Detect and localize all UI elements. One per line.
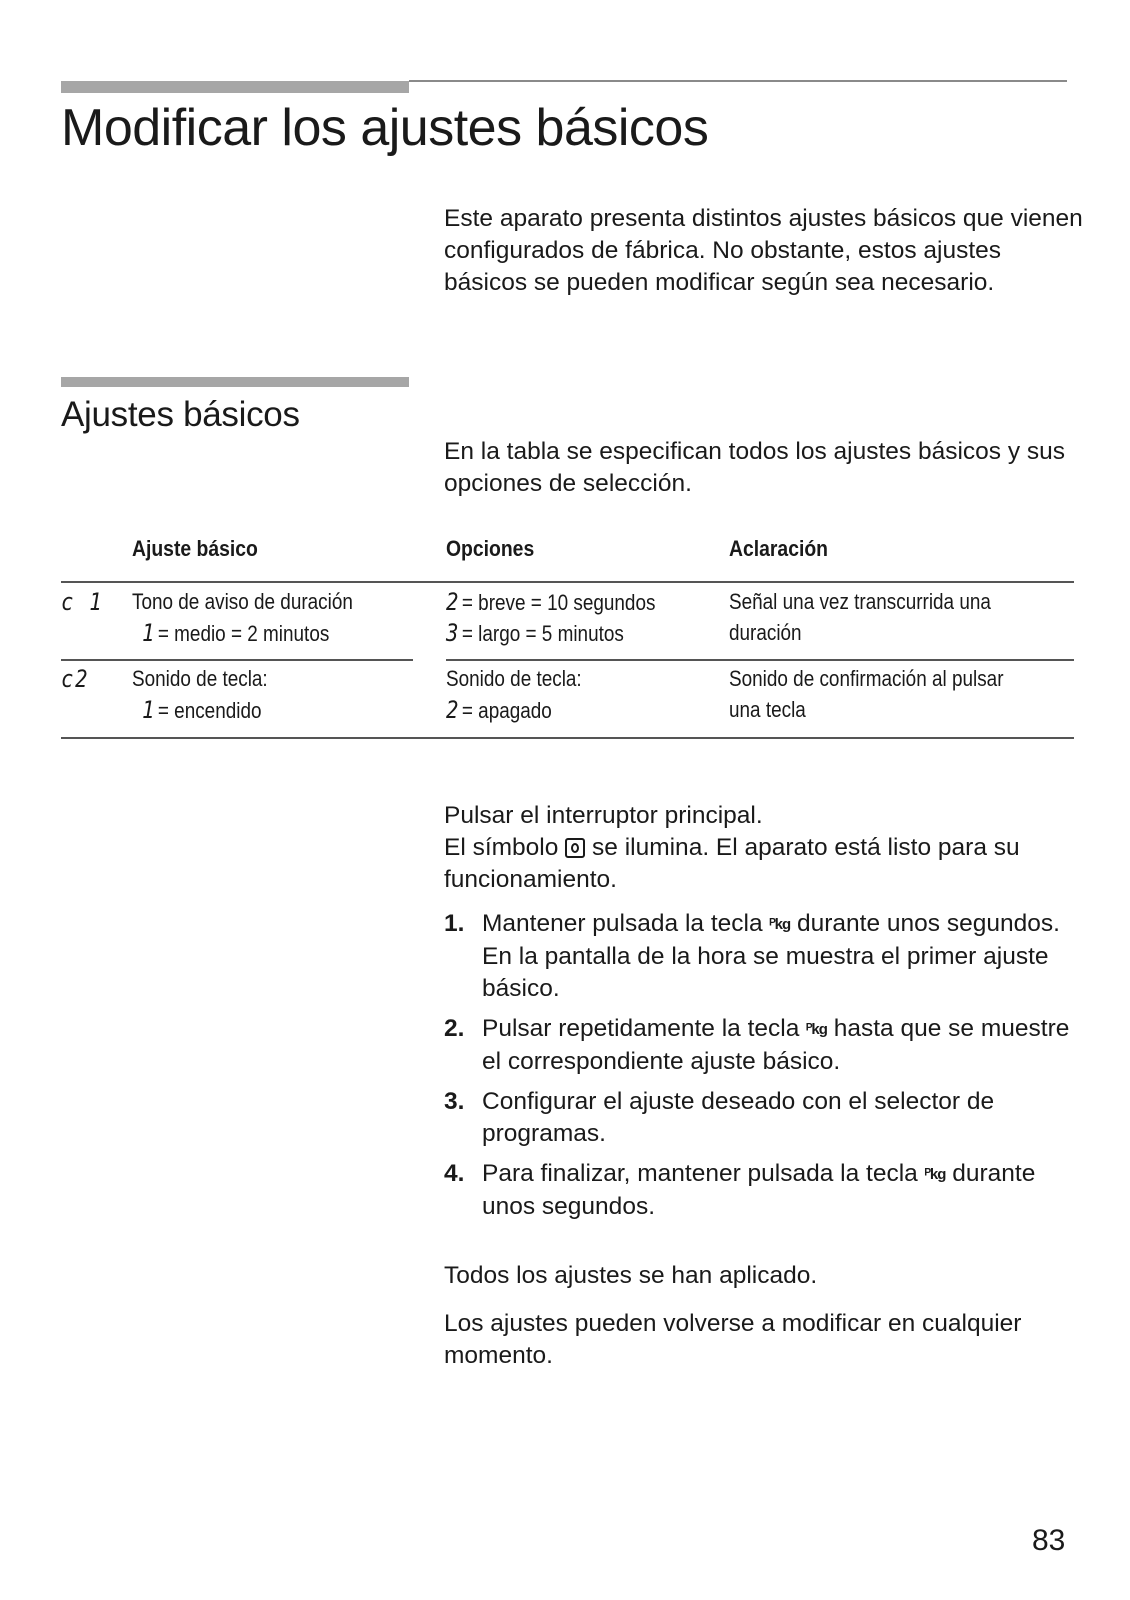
setting-code-c1: c 1: [61, 588, 104, 616]
note-text: Los ajustes pueden volverse a modificar en cualquier momento.: [444, 1310, 1022, 1369]
row2-setting-desc: = encendido: [157, 698, 262, 723]
step-number: 2.: [444, 1015, 465, 1042]
table-bottom-rule: [61, 737, 1074, 739]
step-text: durante unos segundos.: [482, 1160, 1036, 1220]
section-intro-paragraph: [444, 436, 1084, 500]
step-item: [444, 1158, 1084, 1223]
step-item: [444, 1013, 1084, 1078]
intro-paragraph: [444, 203, 1084, 299]
row1-explanation-line1: Señal una vez transcurrida una: [729, 589, 991, 614]
note-paragraph: [444, 1308, 1084, 1372]
power-text-2: [444, 832, 1084, 896]
power-text-1: Pulsar el interruptor principal.: [444, 802, 763, 829]
section-rule: [61, 377, 409, 387]
step-number: 3.: [444, 1088, 465, 1115]
title-rule-thin: [409, 80, 1067, 82]
row1-setting-value: 1: [142, 619, 155, 647]
step-text: Para finalizar, mantener pulsada la tecla: [482, 1160, 918, 1187]
steps-list: [444, 908, 1084, 1231]
step-text: hasta que se muestre el correspondiente ajuste básico.: [482, 1015, 1070, 1075]
section-title: Ajustes básicos: [61, 395, 300, 434]
step-number: 4.: [444, 1160, 465, 1187]
row1-setting-line2: [142, 617, 329, 650]
row1-option1-value: 2: [446, 588, 459, 616]
weight-key-icon: ᴾkg: [769, 916, 791, 933]
row1-setting-desc: = medio = 2 minutos: [157, 621, 330, 646]
section-intro-text: En la tabla se especifican todos los ajustes básicos y sus opciones de selección.: [444, 438, 1066, 497]
step-text: Configurar el ajuste deseado con el selector de programas.: [482, 1088, 995, 1147]
row1-option1-desc: = breve = 10 segundos: [461, 590, 656, 615]
row2-option1: Sonido de tecla:: [446, 666, 582, 691]
intro-text: Este aparato presenta distintos ajustes básicos que vienen configurados de fábrica. No obstante, estos ajustes básicos se pueden modificar según sea necesario.: [444, 205, 1083, 296]
step-text: durante unos segundos.: [797, 910, 1060, 937]
row2-setting-line1: Sonido de tecla:: [132, 666, 268, 691]
row2-option2-desc: = apagado: [461, 698, 552, 723]
power-text-2a: El símbolo: [444, 834, 559, 861]
weight-key-icon: ᴾkg: [806, 1021, 827, 1038]
row2-option2: [446, 694, 552, 727]
header-setting: Ajuste básico: [132, 536, 258, 561]
setting-code-c2: c2: [61, 665, 90, 693]
row1-option2-value: 3: [446, 619, 459, 647]
step-text: Mantener pulsada la tecla: [482, 910, 763, 937]
row2-option2-value: 2: [446, 696, 459, 724]
power-text-2b: se ilumina. El aparato está listo para su funcionamiento.: [444, 834, 1020, 893]
step-text: Pulsar repetidamente la tecla: [482, 1015, 800, 1042]
row2-setting-line2: [142, 694, 261, 727]
row1-setting-line1: Tono de aviso de duración: [132, 589, 353, 614]
row2-setting-value: 1: [142, 696, 155, 724]
row2-explanation-line1: Sonido de confirmación al pulsar: [729, 666, 1004, 691]
step-item: [444, 1086, 1084, 1150]
step-result-text: En la pantalla de la hora se muestra el primer ajuste básico.: [482, 943, 1049, 1002]
row1-divider-left: [61, 659, 413, 661]
row2-explanation-line2: una tecla: [729, 697, 806, 722]
header-explanation: Aclaración: [729, 536, 828, 561]
header-options: Opciones: [446, 536, 535, 561]
row1-explanation-line2: duración: [729, 620, 802, 645]
step-number: 1.: [444, 910, 465, 937]
page-title: Modificar los ajustes básicos: [61, 99, 709, 157]
done-paragraph: [444, 1260, 1084, 1292]
done-text: Todos los ajustes se han aplicado.: [444, 1262, 818, 1289]
page-number: 83: [1032, 1524, 1066, 1557]
row1-option2: [446, 617, 624, 650]
power-symbol-icon: [565, 838, 585, 858]
row1-divider-right: [446, 659, 1074, 661]
title-rule-thick: [61, 81, 409, 93]
row1-option2-desc: = largo = 5 minutos: [461, 621, 624, 646]
weight-key-icon: ᴾkg: [924, 1166, 946, 1183]
step-item: [444, 908, 1084, 1005]
power-paragraph: [444, 800, 1084, 896]
header-divider: [61, 581, 1074, 583]
row1-option1: [446, 586, 655, 619]
